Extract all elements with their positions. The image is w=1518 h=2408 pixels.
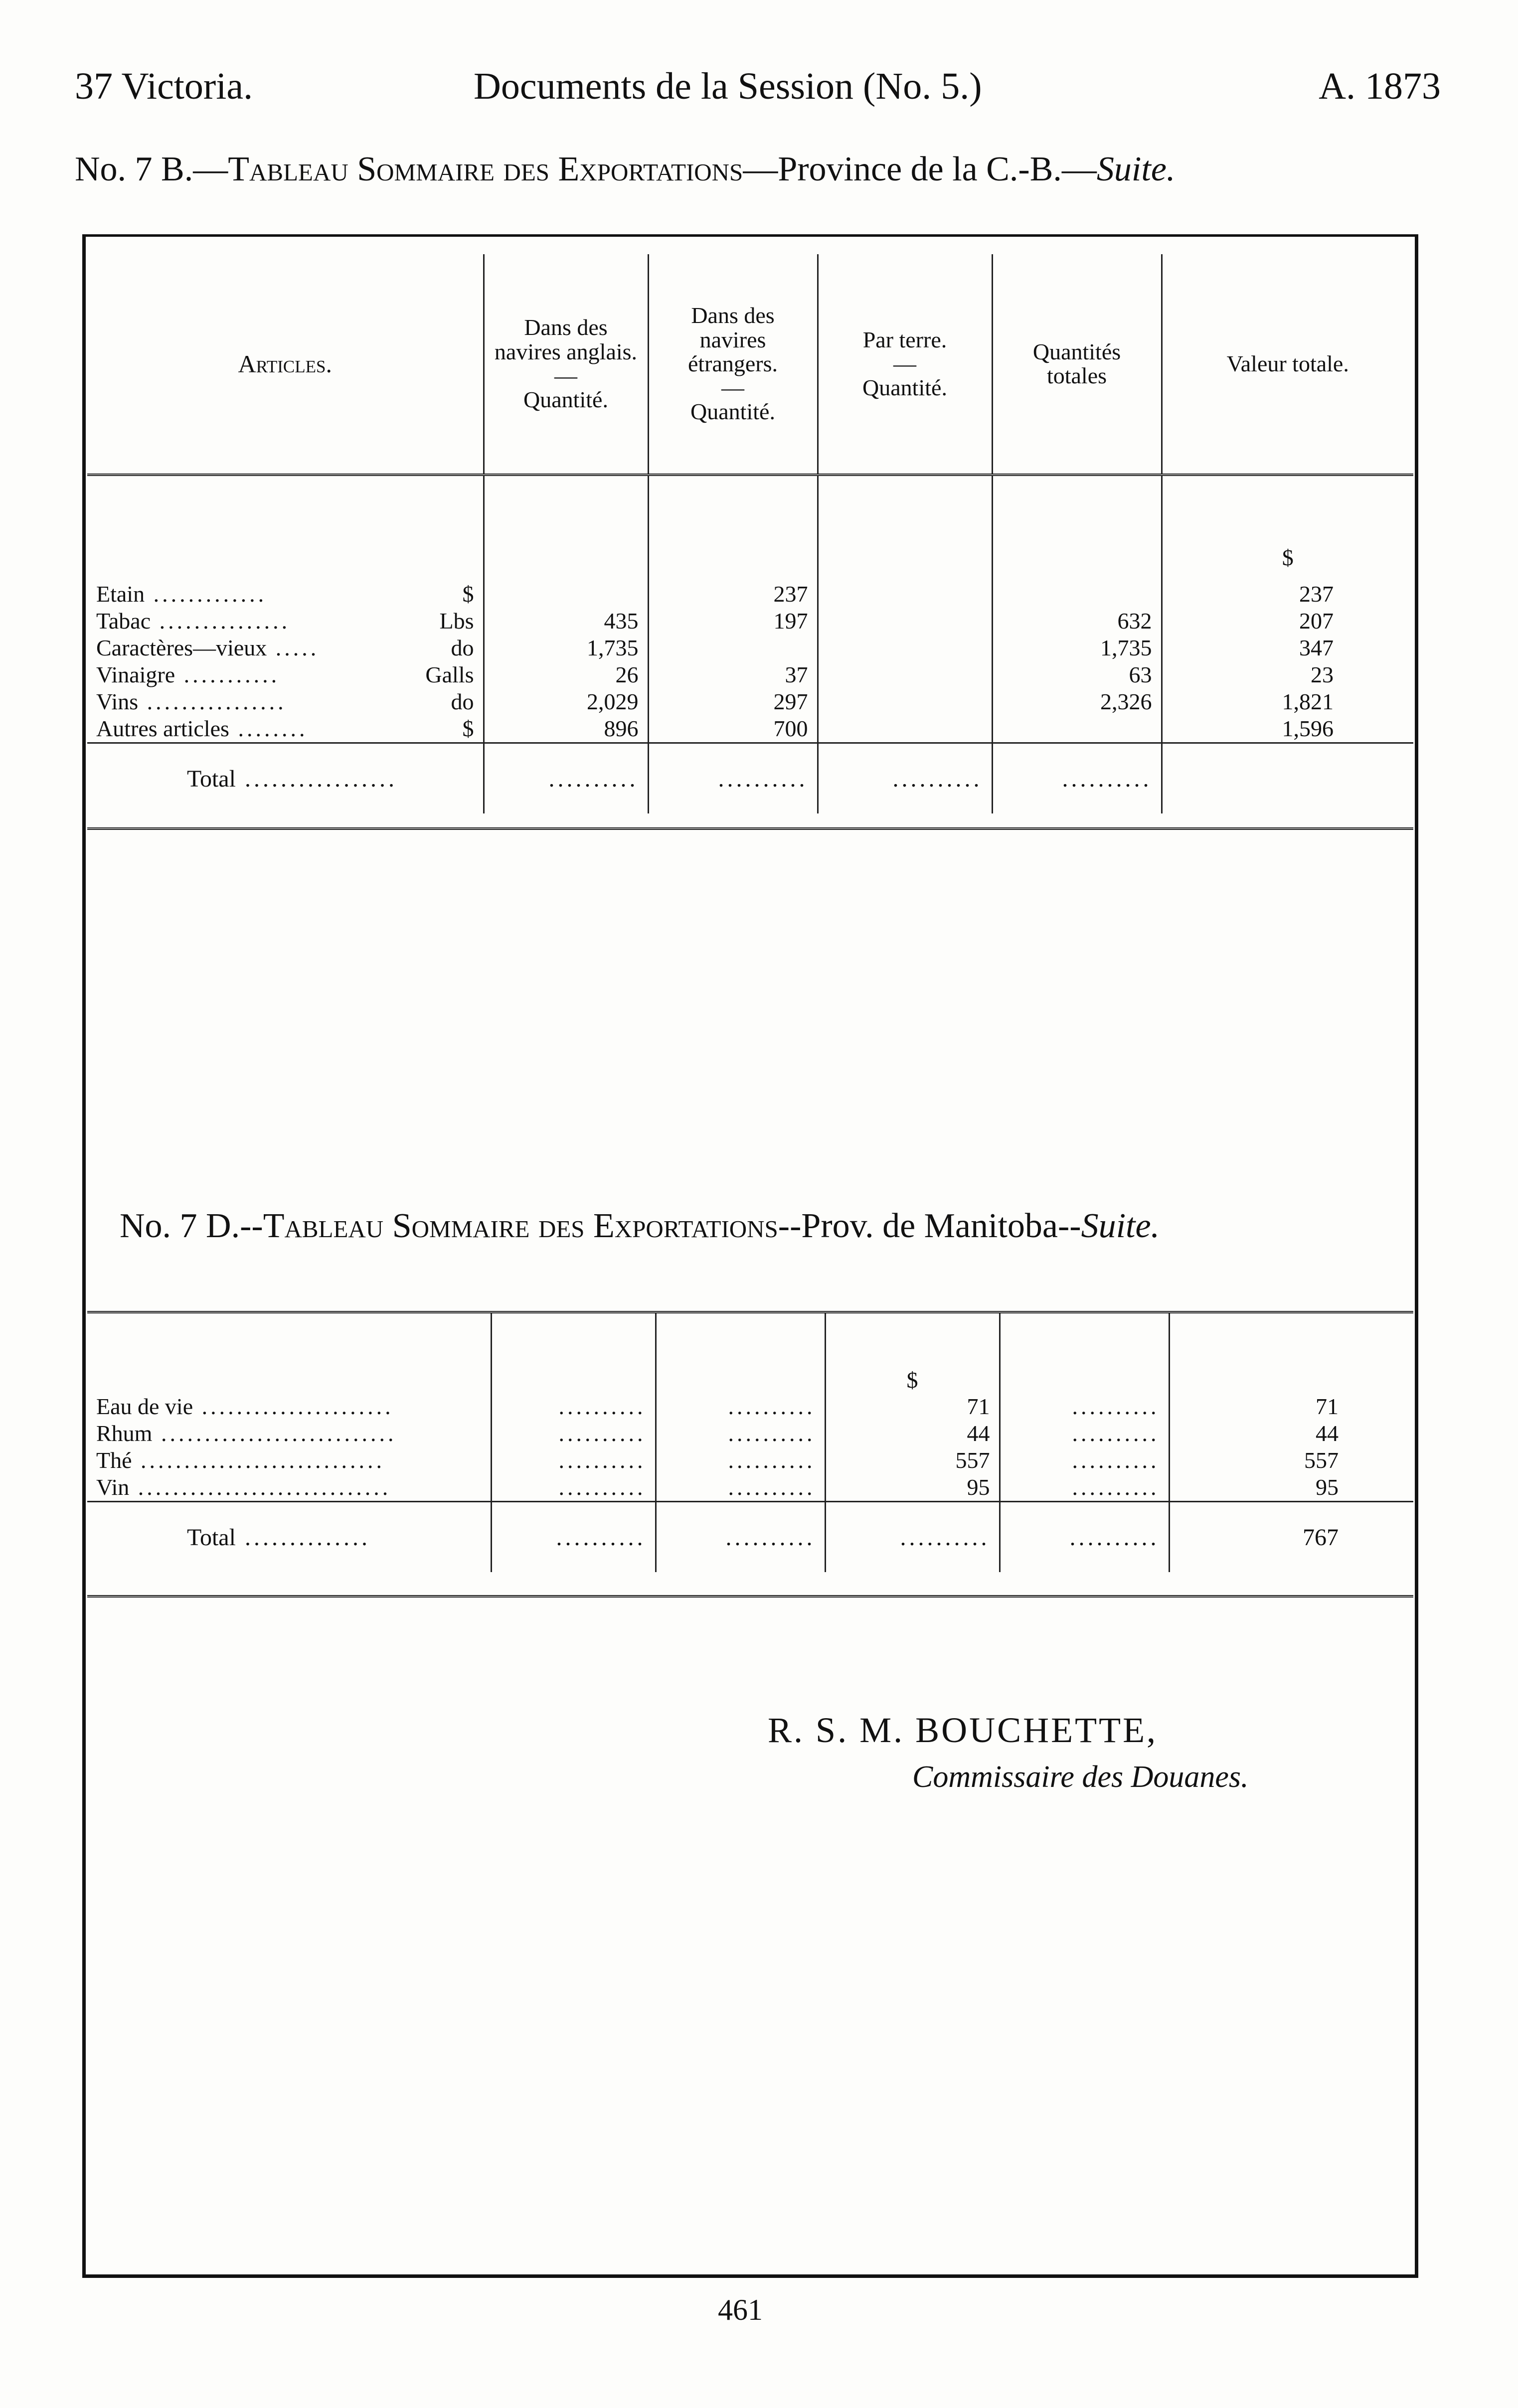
row-article-name: Caractères—vieux [96, 635, 267, 660]
row-unit: Lbs [439, 608, 474, 634]
row-article: Caractères—vieux ..... do [96, 635, 474, 660]
row-value: 557 [1169, 1447, 1413, 1474]
col-foreign-ships-label: Dans des navires étrangers. [687, 303, 778, 376]
row-unit: $ [462, 581, 474, 607]
table1-total-row: Total ................. .......... .......... .......... .......... [87, 743, 1413, 814]
table2-title-suffix: --Prov. de Manitoba-- [778, 1207, 1081, 1245]
total-value: 767 [1169, 1502, 1413, 1573]
table2-total-row: Total .............. .......... .......... .......... .......... 767 [87, 1502, 1413, 1573]
table1-title-suffix: —Province de la C.-B.— [743, 150, 1097, 188]
total-label: Total ................. [87, 743, 484, 814]
row-total-qty: 632 [992, 608, 1162, 635]
col-by-land-dash: — [893, 350, 916, 376]
col-articles: Articles. [87, 254, 484, 475]
row-value: 1,596 [1162, 715, 1413, 743]
row-land [818, 608, 992, 635]
row-value: 71 [1169, 1393, 1413, 1420]
table1-header-row [87, 254, 1413, 475]
table-row [87, 715, 1413, 743]
col-foreign-ships [648, 254, 818, 475]
table-row: Thé ............................ .......... .......... 557 .......... 557 [87, 1447, 1413, 1474]
table1-title [75, 150, 1441, 189]
running-head [75, 65, 1441, 115]
col-british-dash: — [554, 363, 577, 388]
row-article-name: Thé [96, 1447, 132, 1473]
row-foreign: 700 [648, 715, 818, 743]
table-row: Vin ............................. .......... .......... 95 .......... 95 [87, 1474, 1413, 1502]
table-row: Eau de vie ...................... .......... .......... 71 .......... 71 [87, 1393, 1413, 1420]
row-total-qty [992, 581, 1162, 608]
row-unit: $ [462, 716, 474, 741]
row-foreign: 237 [648, 581, 818, 608]
row-col4: 44 [825, 1420, 1000, 1447]
row-value: 1,821 [1162, 688, 1413, 715]
row-land [818, 688, 992, 715]
table-row: Rhum ........................... .......... .......... 44 .......... 44 [87, 1420, 1413, 1447]
col-foreign-quantity: Quantité. [690, 399, 775, 425]
col-british-ships-label: Dans des navires anglais. [494, 315, 638, 364]
table-row [87, 635, 1413, 661]
row-article: Vins ................ do [96, 689, 474, 714]
table2-top-row [87, 1312, 1413, 1394]
page-number: 461 [718, 2293, 763, 2326]
row-col4: 557 [825, 1447, 1000, 1474]
row-article-name: Vin [96, 1474, 130, 1500]
row-article: Etain ............. $ [96, 581, 474, 607]
row-unit: do [451, 635, 474, 660]
row-total-qty: 63 [992, 661, 1162, 688]
col-foreign-dash: — [721, 375, 744, 401]
row-article: Vinaigre ........... Galls [96, 662, 474, 687]
row-value: 23 [1162, 661, 1413, 688]
row-british [484, 581, 648, 608]
row-foreign: 197 [648, 608, 818, 635]
row-total-qty: 1,735 [992, 635, 1162, 661]
col-total-quantity: Quantités totales [992, 254, 1162, 475]
row-article: Thé ............................ [96, 1447, 385, 1473]
row-value: 44 [1169, 1420, 1413, 1447]
row-article: Tabac ............... Lbs [96, 608, 474, 634]
row-value: 95 [1169, 1474, 1413, 1502]
row-article-name: Vins [96, 689, 139, 714]
row-land [818, 715, 992, 743]
row-foreign [648, 635, 818, 661]
header-center: Documents de la Session (No. 5.) [474, 65, 982, 107]
row-col4: 71 [825, 1393, 1000, 1420]
row-article-name: Eau de vie [96, 1394, 193, 1419]
table1-currency-row [87, 475, 1413, 581]
row-foreign: 297 [648, 688, 818, 715]
table1-title-caps: Tableau Sommaire des Exportations [228, 150, 743, 188]
row-british: 26 [484, 661, 648, 688]
row-article: Eau de vie ...................... [96, 1394, 394, 1419]
col-by-land-label: Par terre. [862, 326, 947, 352]
table1-title-prefix: No. 7 B.— [75, 150, 228, 188]
col-total-value: Valeur totale. [1162, 254, 1413, 475]
row-land [818, 661, 992, 688]
row-value: 207 [1162, 608, 1413, 635]
row-value: 237 [1162, 581, 1413, 608]
row-article-name: Vinaigre [96, 662, 175, 687]
table2-currency: $ [825, 1312, 1000, 1394]
row-british: 896 [484, 715, 648, 743]
row-land [818, 581, 992, 608]
row-british: 435 [484, 608, 648, 635]
currency-symbol: $ [1162, 475, 1413, 581]
table2-title-caps: Tableau Sommaire des Exportations [263, 1207, 778, 1245]
row-article: Rhum ........................... [96, 1421, 397, 1446]
row-land [818, 635, 992, 661]
row-article: Autres articles ........ $ [96, 716, 474, 741]
header-left: 37 Victoria. [75, 65, 253, 107]
row-col4: 95 [825, 1474, 1000, 1502]
col-by-land-quantity: Quantité. [862, 375, 947, 401]
table2-title-italic: Suite. [1081, 1207, 1160, 1245]
row-british: 1,735 [484, 635, 648, 661]
exports-table-manitoba [87, 1311, 1413, 1572]
row-value: 347 [1162, 635, 1413, 661]
row-unit: do [451, 689, 474, 714]
row-unit: Galls [425, 662, 474, 687]
exports-table-bc [87, 254, 1413, 813]
col-by-land [818, 254, 992, 475]
table2-title-prefix: No. 7 D.-- [120, 1207, 263, 1245]
row-article-name: Autres articles [96, 716, 229, 741]
row-article-name: Rhum [96, 1421, 153, 1446]
row-total-qty [992, 715, 1162, 743]
row-british: 2,029 [484, 688, 648, 715]
row-total-qty: 2,326 [992, 688, 1162, 715]
table2-bottom-rule [87, 1595, 1413, 1598]
row-article-name: Tabac [96, 608, 151, 634]
header-right: A. 1873 [1319, 65, 1441, 107]
row-foreign: 37 [648, 661, 818, 688]
total-value [1162, 743, 1413, 814]
table1-title-italic: Suite. [1096, 150, 1176, 188]
table-row [87, 661, 1413, 688]
table-row [87, 581, 1413, 608]
total-label: Total .............. [87, 1502, 491, 1573]
table-row [87, 608, 1413, 635]
table1-bottom-rule [87, 827, 1413, 830]
row-article-name: Etain [96, 581, 145, 607]
table-row [87, 688, 1413, 715]
col-british-quantity: Quantité. [523, 387, 608, 413]
table2-title [120, 1206, 1416, 1246]
signature-title: Commissaire des Douanes. [912, 1760, 1249, 1794]
col-british-ships [484, 254, 648, 475]
row-article: Vin ............................. [96, 1474, 391, 1500]
signature-name: R. S. M. BOUCHETTE, [768, 1710, 1158, 1750]
